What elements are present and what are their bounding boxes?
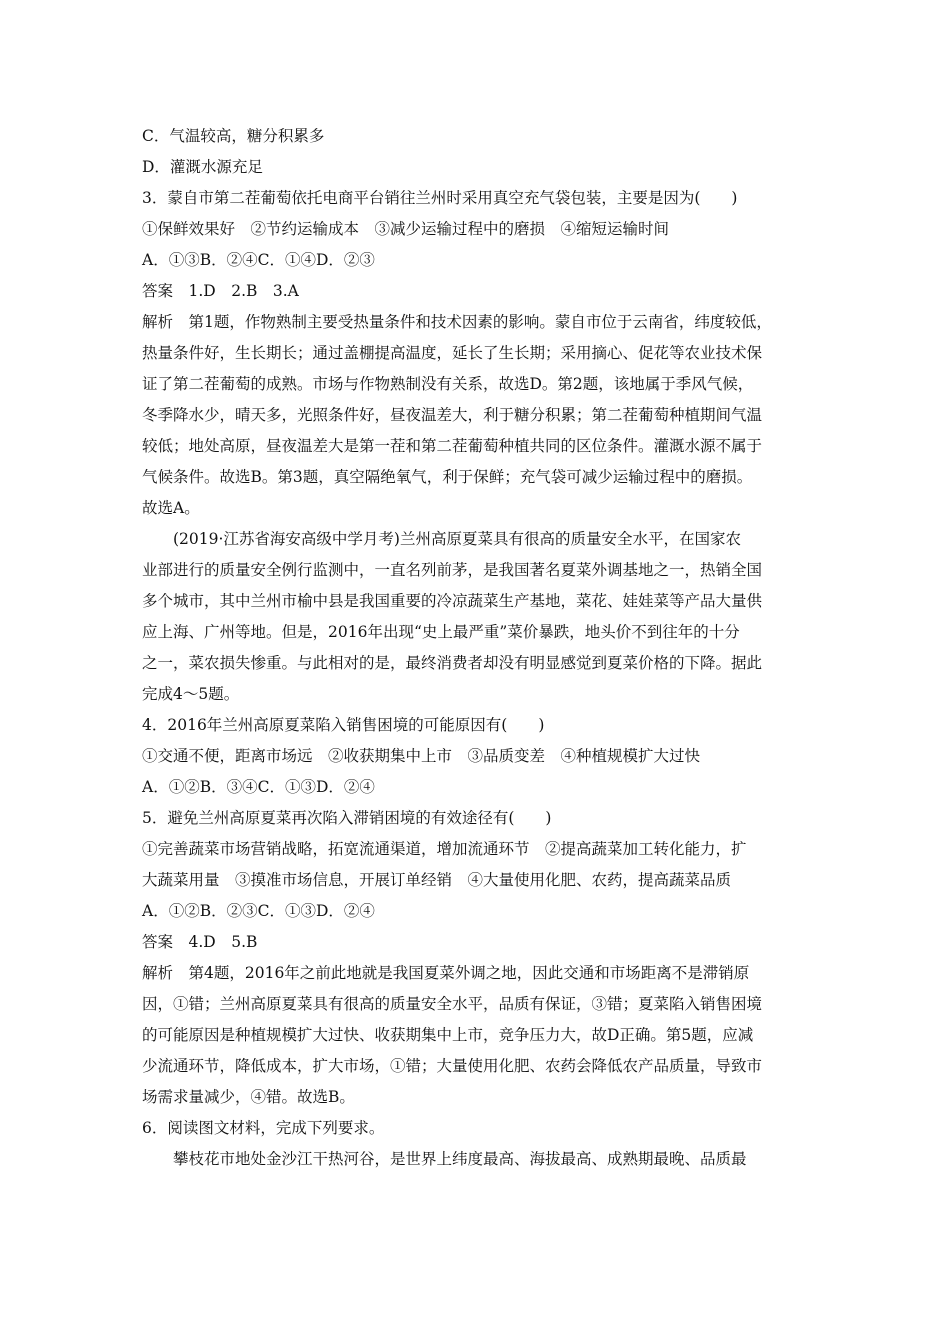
analysis-line: 冬季降水少，晴天多，光照条件好，昼夜温差大，利于糖分积累；第二茬葡萄种植期间气温 bbox=[142, 406, 763, 424]
analysis-line: 少流通环节，降低成本，扩大市场，①错；大量使用化肥、农药会降低农产品质量，导致市 bbox=[142, 1057, 763, 1075]
analysis-line: 气候条件。故选B。第3题，真空隔绝氧气，利于保鲜；充气袋可减少运输过程中的磨损。 bbox=[142, 468, 753, 486]
analysis-line: 较低；地处高原，昼夜温差大是第一茬和第二茬葡萄种植共同的区位条件。灌溉水源不属于 bbox=[142, 437, 763, 455]
analysis-line: 热量条件好，生长期长；通过盖棚提高温度，延长了生长期；采用摘心、促花等农业技术保 bbox=[142, 344, 763, 362]
analysis-4-5 bbox=[142, 958, 822, 1113]
question-3-options: A．①③B．②④C．①④D．②③ bbox=[142, 251, 375, 269]
question-3-items: ①保鲜效果好 ②节约运输成本 ③减少运输过程中的磨损 ④缩短运输时间 bbox=[142, 220, 670, 238]
question-5-options: A．①②B．②③C．①③D．②④ bbox=[142, 902, 375, 920]
analysis-line: 故选A。 bbox=[142, 499, 200, 517]
question-6: 6．阅读图文材料，完成下列要求。 bbox=[142, 1119, 385, 1137]
question-5: 5．避免兰州高原夏菜再次陷入滞销困境的有效途径有( ) bbox=[142, 809, 552, 827]
answer-1-3: 答案 1.D 2.B 3.A bbox=[142, 282, 299, 300]
analysis-line: 的可能原因是种植规模扩大过快、收获期集中上市，竞争压力大，故D正确。第5题，应减 bbox=[142, 1026, 754, 1044]
option-c: C．气温较高，糖分积累多 bbox=[142, 127, 325, 145]
analysis-line: 解析 第1题，作物熟制主要受热量条件和技术因素的影响。蒙自市位于云南省，纬度较低， bbox=[142, 313, 772, 331]
material-line: 应上海、广州等地。但是，2016年出现“史上最严重”菜价暴跌，地头价不到往年的十分 bbox=[142, 623, 740, 641]
question-6-material: 攀枝花市地处金沙江干热河谷，是世界上纬度最高、海拔最高、成熟期最晚、品质最 bbox=[142, 1150, 747, 1168]
analysis-line: 证了第二茬葡萄的成熟。市场与作物熟制没有关系，故选D。第2题，该地属于季风气候， bbox=[142, 375, 754, 393]
material-paragraph bbox=[142, 524, 822, 710]
question-5-items: ①完善蔬菜市场营销战略，拓宽流通渠道，增加流通环节 ②提高蔬菜加工转化能力，扩 bbox=[142, 840, 747, 858]
question-3: 3．蒙自市第二茬葡萄依托电商平台销往兰州时采用真空充气袋包装，主要是因为( ) bbox=[142, 189, 738, 207]
material-line: 完成4～5题。 bbox=[142, 685, 240, 703]
question-4: 4．2016年兰州高原夏菜陷入销售困境的可能原因有( ) bbox=[142, 716, 545, 734]
document-body bbox=[142, 121, 822, 1175]
option-d: D．灌溉水源充足 bbox=[142, 158, 263, 176]
analysis-1-3 bbox=[142, 307, 822, 524]
material-line: (2019·江苏省海安高级中学月考)兰州高原夏菜具有很高的质量安全水平，在国家农 bbox=[142, 530, 741, 548]
question-4-options: A．①②B．③④C．①③D．②④ bbox=[142, 778, 375, 796]
question-5-items: 大蔬菜用量 ③摸准市场信息，开展订单经销 ④大量使用化肥、农药，提高蔬菜品质 bbox=[142, 871, 732, 889]
analysis-line: 因，①错；兰州高原夏菜具有很高的质量安全水平，品质有保证，③错；夏菜陷入销售困境 bbox=[142, 995, 763, 1013]
material-line: 之一，菜农损失惨重。与此相对的是，最终消费者却没有明显感觉到夏菜价格的下降。据此 bbox=[142, 654, 763, 672]
question-4-items: ①交通不便，距离市场远 ②收获期集中上市 ③品质变差 ④种植规模扩大过快 bbox=[142, 747, 701, 765]
analysis-line: 场需求量减少，④错。故选B。 bbox=[142, 1088, 355, 1106]
answer-4-5: 答案 4.D 5.B bbox=[142, 933, 258, 951]
analysis-line: 解析 第4题，2016年之前此地就是我国夏菜外调之地，因此交通和市场距离不是滞销原 bbox=[142, 964, 750, 982]
material-line: 业部进行的质量安全例行监测中，一直名列前茅，是我国著名夏菜外调基地之一，热销全国 bbox=[142, 561, 763, 579]
material-line: 多个城市，其中兰州市榆中县是我国重要的冷凉蔬菜生产基地，菜花、娃娃菜等产品大量供 bbox=[142, 592, 763, 610]
